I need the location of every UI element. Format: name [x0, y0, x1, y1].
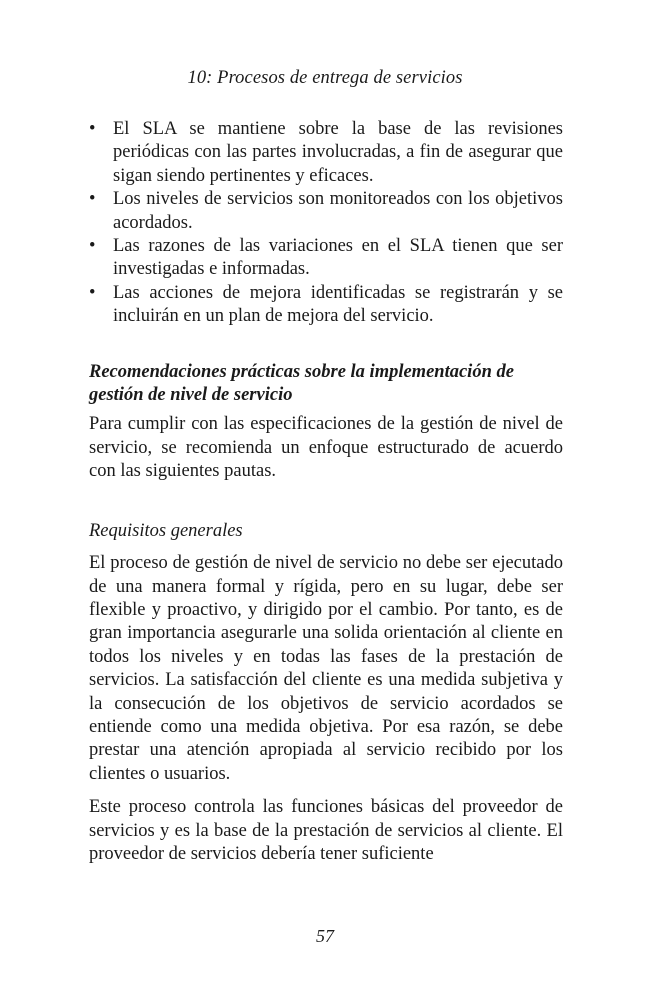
running-header: 10: Procesos de entrega de servicios [187, 68, 463, 88]
bullet-list [89, 118, 563, 329]
page-body [89, 118, 563, 866]
body-paragraph: Este proceso controla las funciones básicas del proveedor de servicios y es la base de la prestación de servicios al cliente. El proveedor de servicios debería tener suficiente [89, 797, 563, 864]
bullet-icon: • [89, 236, 96, 257]
section-intro-paragraph: Para cumplir con las especificaciones de la gestión de nivel de servicio, se recomienda un enfoque estructurado de acuerdo con las siguientes pautas. [89, 414, 563, 482]
bullet-icon: • [89, 189, 96, 210]
bullet-item [89, 118, 563, 188]
bullet-item [89, 188, 563, 235]
bullet-icon: • [89, 119, 96, 139]
bullet-icon: • [89, 282, 96, 303]
section-heading: Recomendaciones prácticas sobre la implementación de gestión de nivel de servicio [89, 361, 514, 406]
bullet-item [89, 282, 563, 329]
page-number: 57 [316, 926, 334, 946]
bullet-text: Los niveles de servicios son monitoreados con los objetivos acordados. [113, 189, 563, 233]
bullet-text: El SLA se mantiene sobre la base de las revisiones periódicas con las partes involucradas, a fin de asegurar que sigan siendo pertinentes y eficaces. [113, 119, 563, 186]
bullet-item [89, 235, 563, 282]
body-paragraph: El proceso de gestión de nivel de servicio no debe ser ejecutado de una manera formal y rígida, pero en su lugar, debe ser flexible y proactivo, y dirigido por el cambio. Por tanto, es de gran importancia asegurarle una solida orientación al cliente en todos los niveles y en todas las fases de la prestación de servicios. La satisfacción del cliente es una medida subjetiva y la consecución de los objetivos de servicio acordados se entiende como una medida objetiva. Por esa razón, se debe prestar una atención apropiada al servicio recibido por los clientes o usuarios. [89, 553, 563, 784]
bullet-text: Las razones de las variaciones en el SLA tienen que ser investigadas e informadas. [113, 236, 563, 280]
subsection-heading: Requisitos generales [89, 520, 243, 541]
bullet-text: Las acciones de mejora identificadas se registrarán y se incluirán en un plan de mejora del servicio. [113, 282, 563, 327]
